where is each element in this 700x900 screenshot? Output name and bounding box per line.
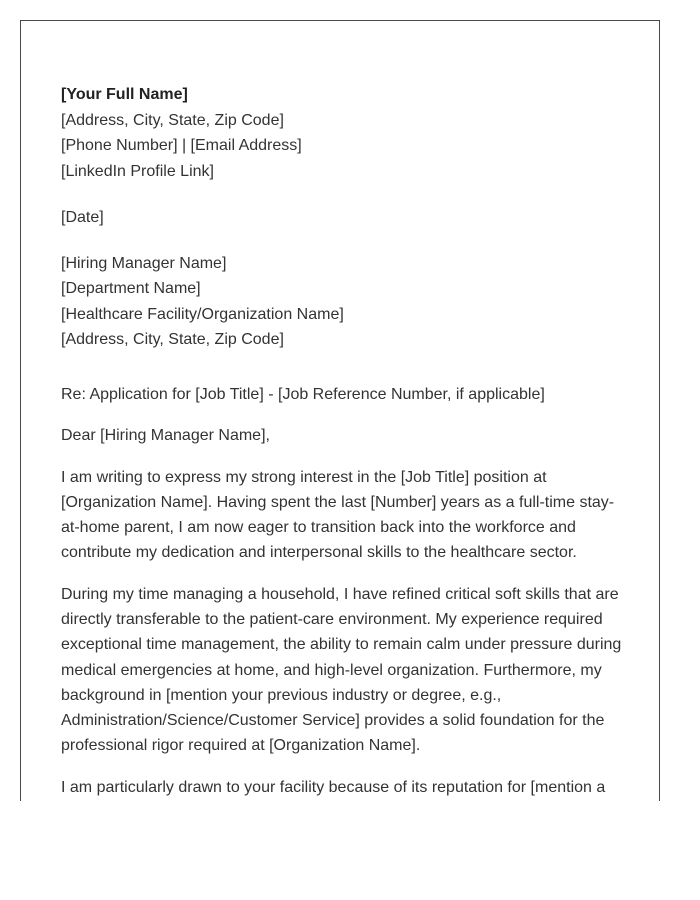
body-paragraph-3: I am particularly drawn to your facility because of its reputation for [mention a xyxy=(61,778,606,796)
recipient-organization: [Healthcare Facility/Organization Name] xyxy=(61,305,344,323)
recipient-address: [Address, City, State, Zip Code] xyxy=(61,331,284,348)
spacer xyxy=(61,184,627,205)
body-paragraph-2: During my time managing a household, I have refined critical soft skills that are directly transferable to the patient-care environment. My experience required exceptional time management, the ability to remain calm under pressure during medical emergencies at home, and high-level organization. Furthermore, my background in [mention your previous industry or degree, e.g., Administration/Science/Customer Service] provides a solid foundation for the professional rigor required at [Organization Name]. xyxy=(61,585,622,755)
letter-page xyxy=(20,20,660,801)
recipient-name: [Hiring Manager Name] xyxy=(61,254,227,272)
letter-date: [Date] xyxy=(61,209,104,226)
spacer xyxy=(61,566,627,582)
letter-content xyxy=(61,82,627,800)
recipient-department: [Department Name] xyxy=(61,280,201,297)
sender-name: [Your Full Name] xyxy=(61,86,188,103)
spacer xyxy=(61,231,627,251)
spacer xyxy=(61,353,627,382)
sender-contact: [Phone Number] | [Email Address] xyxy=(61,137,302,154)
salutation: Dear [Hiring Manager Name], xyxy=(61,427,270,444)
sender-linkedin: [LinkedIn Profile Link] xyxy=(61,162,214,180)
spacer xyxy=(61,407,627,423)
sender-address: [Address, City, State, Zip Code] xyxy=(61,111,284,129)
spacer xyxy=(61,449,627,465)
subject-line: Re: Application for [Job Title] - [Job Reference Number, if applicable] xyxy=(61,385,545,403)
spacer xyxy=(61,759,627,775)
body-paragraph-1: I am writing to express my strong interest in the [Job Title] position at [Organization Name]. Having spent the last [Number] years as a full-time stay-at-home parent, I am now eager to transition back into the workforce and contribute my dedication and interpersonal skills to the healthcare sector. xyxy=(61,468,615,562)
